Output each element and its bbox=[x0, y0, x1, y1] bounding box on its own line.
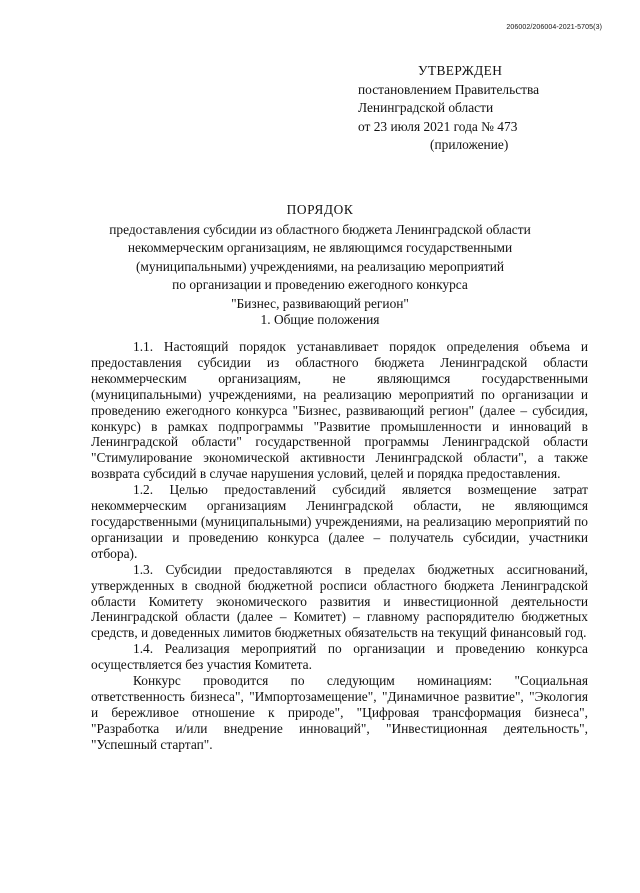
approval-stamp bbox=[358, 62, 598, 155]
paragraph-1-4: 1.4. Реализация мероприятий по организации и проведению конкурса осуществляется без участия Комитета. bbox=[91, 641, 588, 673]
title-line-4: по организации и проведению ежегодного конкурса bbox=[172, 277, 468, 293]
paragraph-1-3: 1.3. Субсидии предоставляются в пределах бюджетных ассигнований, утвержденных в сводной бюджетной росписи областного бюджета Ленинградской области Комитету экономического развития и инвестиционной деятельности Ленинградской области (далее – Комитет) – главному распорядителю бюджетных средств, и доведенных лимитов бюджетных обязательств на текущий финансовый год. bbox=[91, 561, 588, 641]
title-line-2: некоммерческим организациям, не являющимся государственными bbox=[127, 240, 513, 256]
approval-heading: УТВЕРЖДЕН bbox=[418, 63, 503, 78]
section-heading: 1. Общие положения bbox=[260, 312, 380, 327]
document-number: 206002/206004-2021-5705(3) bbox=[506, 24, 602, 31]
paragraph-1-1: 1.1. Настоящий порядок устанавливает порядок определения объема и предоставления субсидии из областного бюджета Ленинградской области некоммерческим организациям, не являющимся государственными (муниципальными) учреждениями, на реализацию мероприятий по организации и проведению ежегодного конкурса "Бизнес, развивающий регион" (далее – субсидия, конкурс) в рамках подпрограммы "Развитие промышленности и инноваций в Ленинградской области" государственной программы Ленинградской области "Стимулирование экономической активности Ленинградской области", а также возврата субсидий в случае нарушения условий, целей и порядка предоставления. bbox=[91, 339, 588, 482]
approval-line-1: постановлением Правительства bbox=[358, 81, 540, 97]
paragraph-1-2: 1.2. Целью предоставлений субсидий является возмещение затрат некоммерческим организациям Ленинградской области, не являющимся государственными (муниципальными) учреждениями, на реализацию мероприятий по организации и проведению конкурса (далее – получатель субсидии, участники отбора). bbox=[91, 482, 588, 561]
title-line-1: предоставления субсидии из областного бюджета Ленинградской области bbox=[109, 221, 531, 237]
title-main: ПОРЯДОК bbox=[286, 202, 354, 217]
document-title bbox=[60, 201, 580, 314]
title-line-5: "Бизнес, развивающий регион" bbox=[231, 295, 409, 311]
approval-line-2: Ленинградской области bbox=[358, 100, 494, 115]
paragraph-nominations: Конкурс проводится по следующим номинациям: "Социальная ответственность бизнеса", "Импортозамещение", "Динамичное развитие", "Экология и бережливое отношение к природе", "Цифровая трансформация бизнеса", "Разработка и/или внедрение инноваций", "Инвестиционная деятельность", "Успешный стартап". bbox=[91, 673, 588, 752]
document-body bbox=[91, 339, 588, 753]
approval-line-3: от 23 июля 2021 года № 473 bbox=[358, 118, 518, 134]
title-line-3: (муниципальными) учреждениями, на реализацию мероприятий bbox=[135, 258, 505, 274]
approval-line-4: (приложение) bbox=[430, 137, 509, 152]
